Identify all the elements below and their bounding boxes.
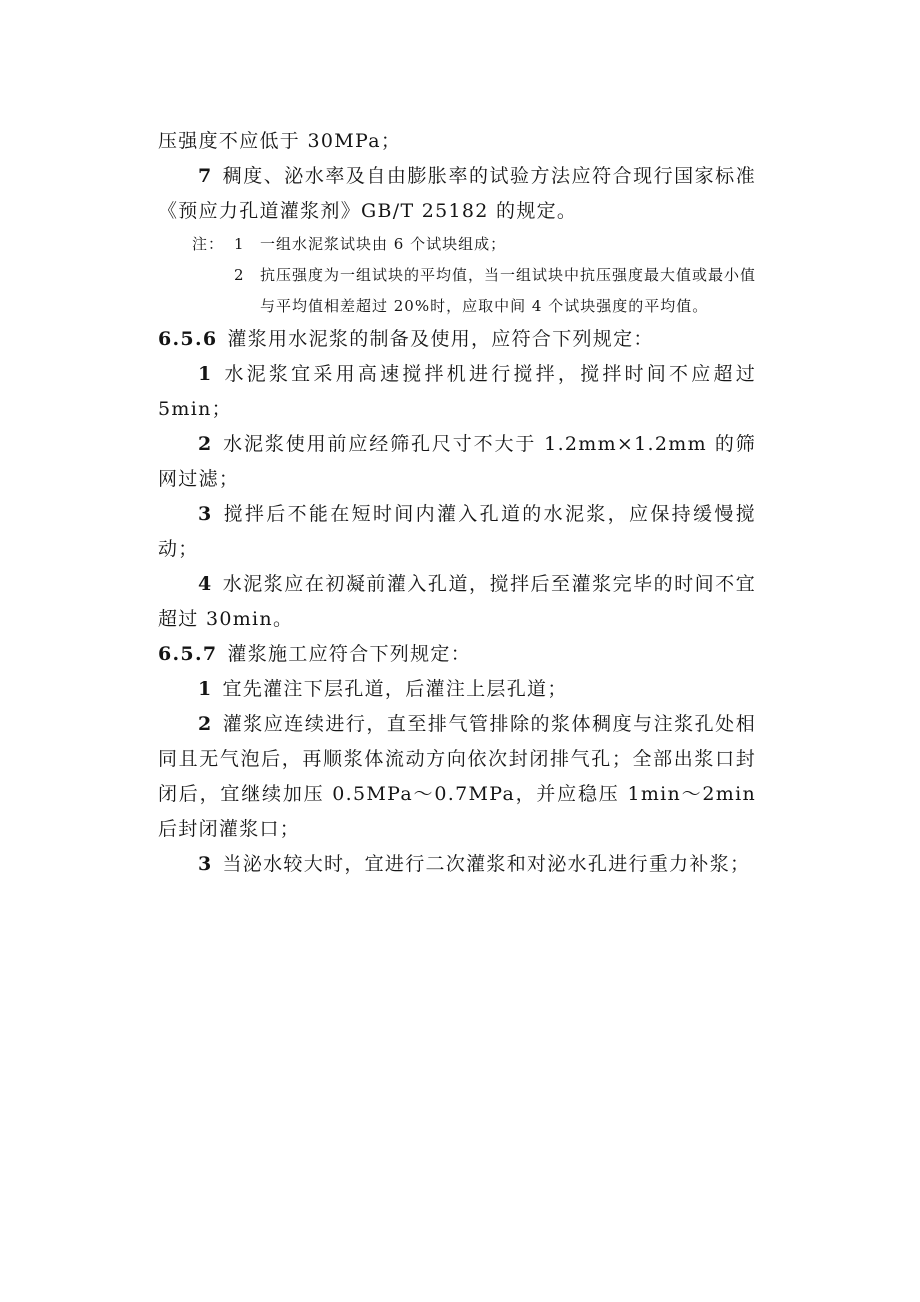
document-page (158, 124, 756, 882)
list-item (158, 159, 756, 229)
list-item (158, 672, 756, 707)
list-item (158, 847, 756, 882)
clause-title: 灌浆用水泥浆的制备及使用，应符合下列规定： (227, 328, 654, 350)
paragraph-text: 压强度不应低于 30MPa； (158, 130, 402, 152)
section-heading (158, 637, 756, 672)
note-text: 抗压强度为一组试块的平均值，当一组试块中抗压强度最大值或最小值与平均值相差超过 20%时，应取中间 4 个试块强度的平均值。 (260, 266, 757, 315)
item-number: 3 (198, 853, 213, 875)
paragraph-continuation (158, 124, 756, 159)
item-text: 宜先灌注下层孔道，后灌注上层孔道； (222, 678, 568, 700)
list-item (158, 497, 756, 567)
section-heading (158, 322, 756, 357)
note-label: 注： (192, 235, 225, 253)
list-item (158, 567, 756, 637)
item-number: 1 (198, 678, 213, 700)
item-number: 4 (198, 573, 213, 595)
clause-title: 灌浆施工应符合下列规定： (227, 643, 471, 665)
note-item (158, 260, 756, 322)
item-text: 灌浆应连续进行，直至排气管排除的浆体稠度与注浆孔处相同且无气泡后，再顺浆体流动方向依次封闭排气孔；全部出浆口封闭后，宜继续加压 0.5MPa～0.7MPa，并应稳压 1min～2min 后封闭灌浆口； (158, 713, 756, 840)
item-text: 稠度、泌水率及自由膨胀率的试验方法应符合现行国家标准《预应力孔道灌浆剂》GB/T 25182 的规定。 (158, 165, 756, 222)
note-number: 1 (234, 235, 245, 253)
note-number: 2 (234, 266, 245, 284)
item-text: 搅拌后不能在短时间内灌入孔道的水泥浆，应保持缓慢搅动； (158, 503, 756, 560)
item-text: 水泥浆应在初凝前灌入孔道，搅拌后至灌浆完毕的时间不宜超过 30min。 (158, 573, 756, 630)
item-number: 1 (198, 363, 213, 385)
clause-number: 6.5.6 (158, 328, 218, 350)
item-text: 水泥浆使用前应经筛孔尺寸不大于 1.2mm×1.2mm 的筛网过滤； (158, 433, 756, 490)
item-text: 水泥浆宜采用高速搅拌机进行搅拌，搅拌时间不应超过 5min； (158, 363, 756, 420)
list-item (158, 427, 756, 497)
clause-number: 6.5.7 (158, 643, 218, 665)
item-number: 7 (198, 165, 213, 187)
item-number: 2 (198, 713, 213, 735)
item-number: 2 (198, 433, 213, 455)
note-text: 一组水泥浆试块由 6 个试块组成； (260, 235, 507, 253)
notes-block (158, 229, 756, 322)
note-item (158, 229, 756, 260)
list-item (158, 707, 756, 847)
item-text: 当泌水较大时，宜进行二次灌浆和对泌水孔进行重力补浆； (222, 853, 751, 875)
list-item (158, 357, 756, 427)
item-number: 3 (198, 503, 213, 525)
